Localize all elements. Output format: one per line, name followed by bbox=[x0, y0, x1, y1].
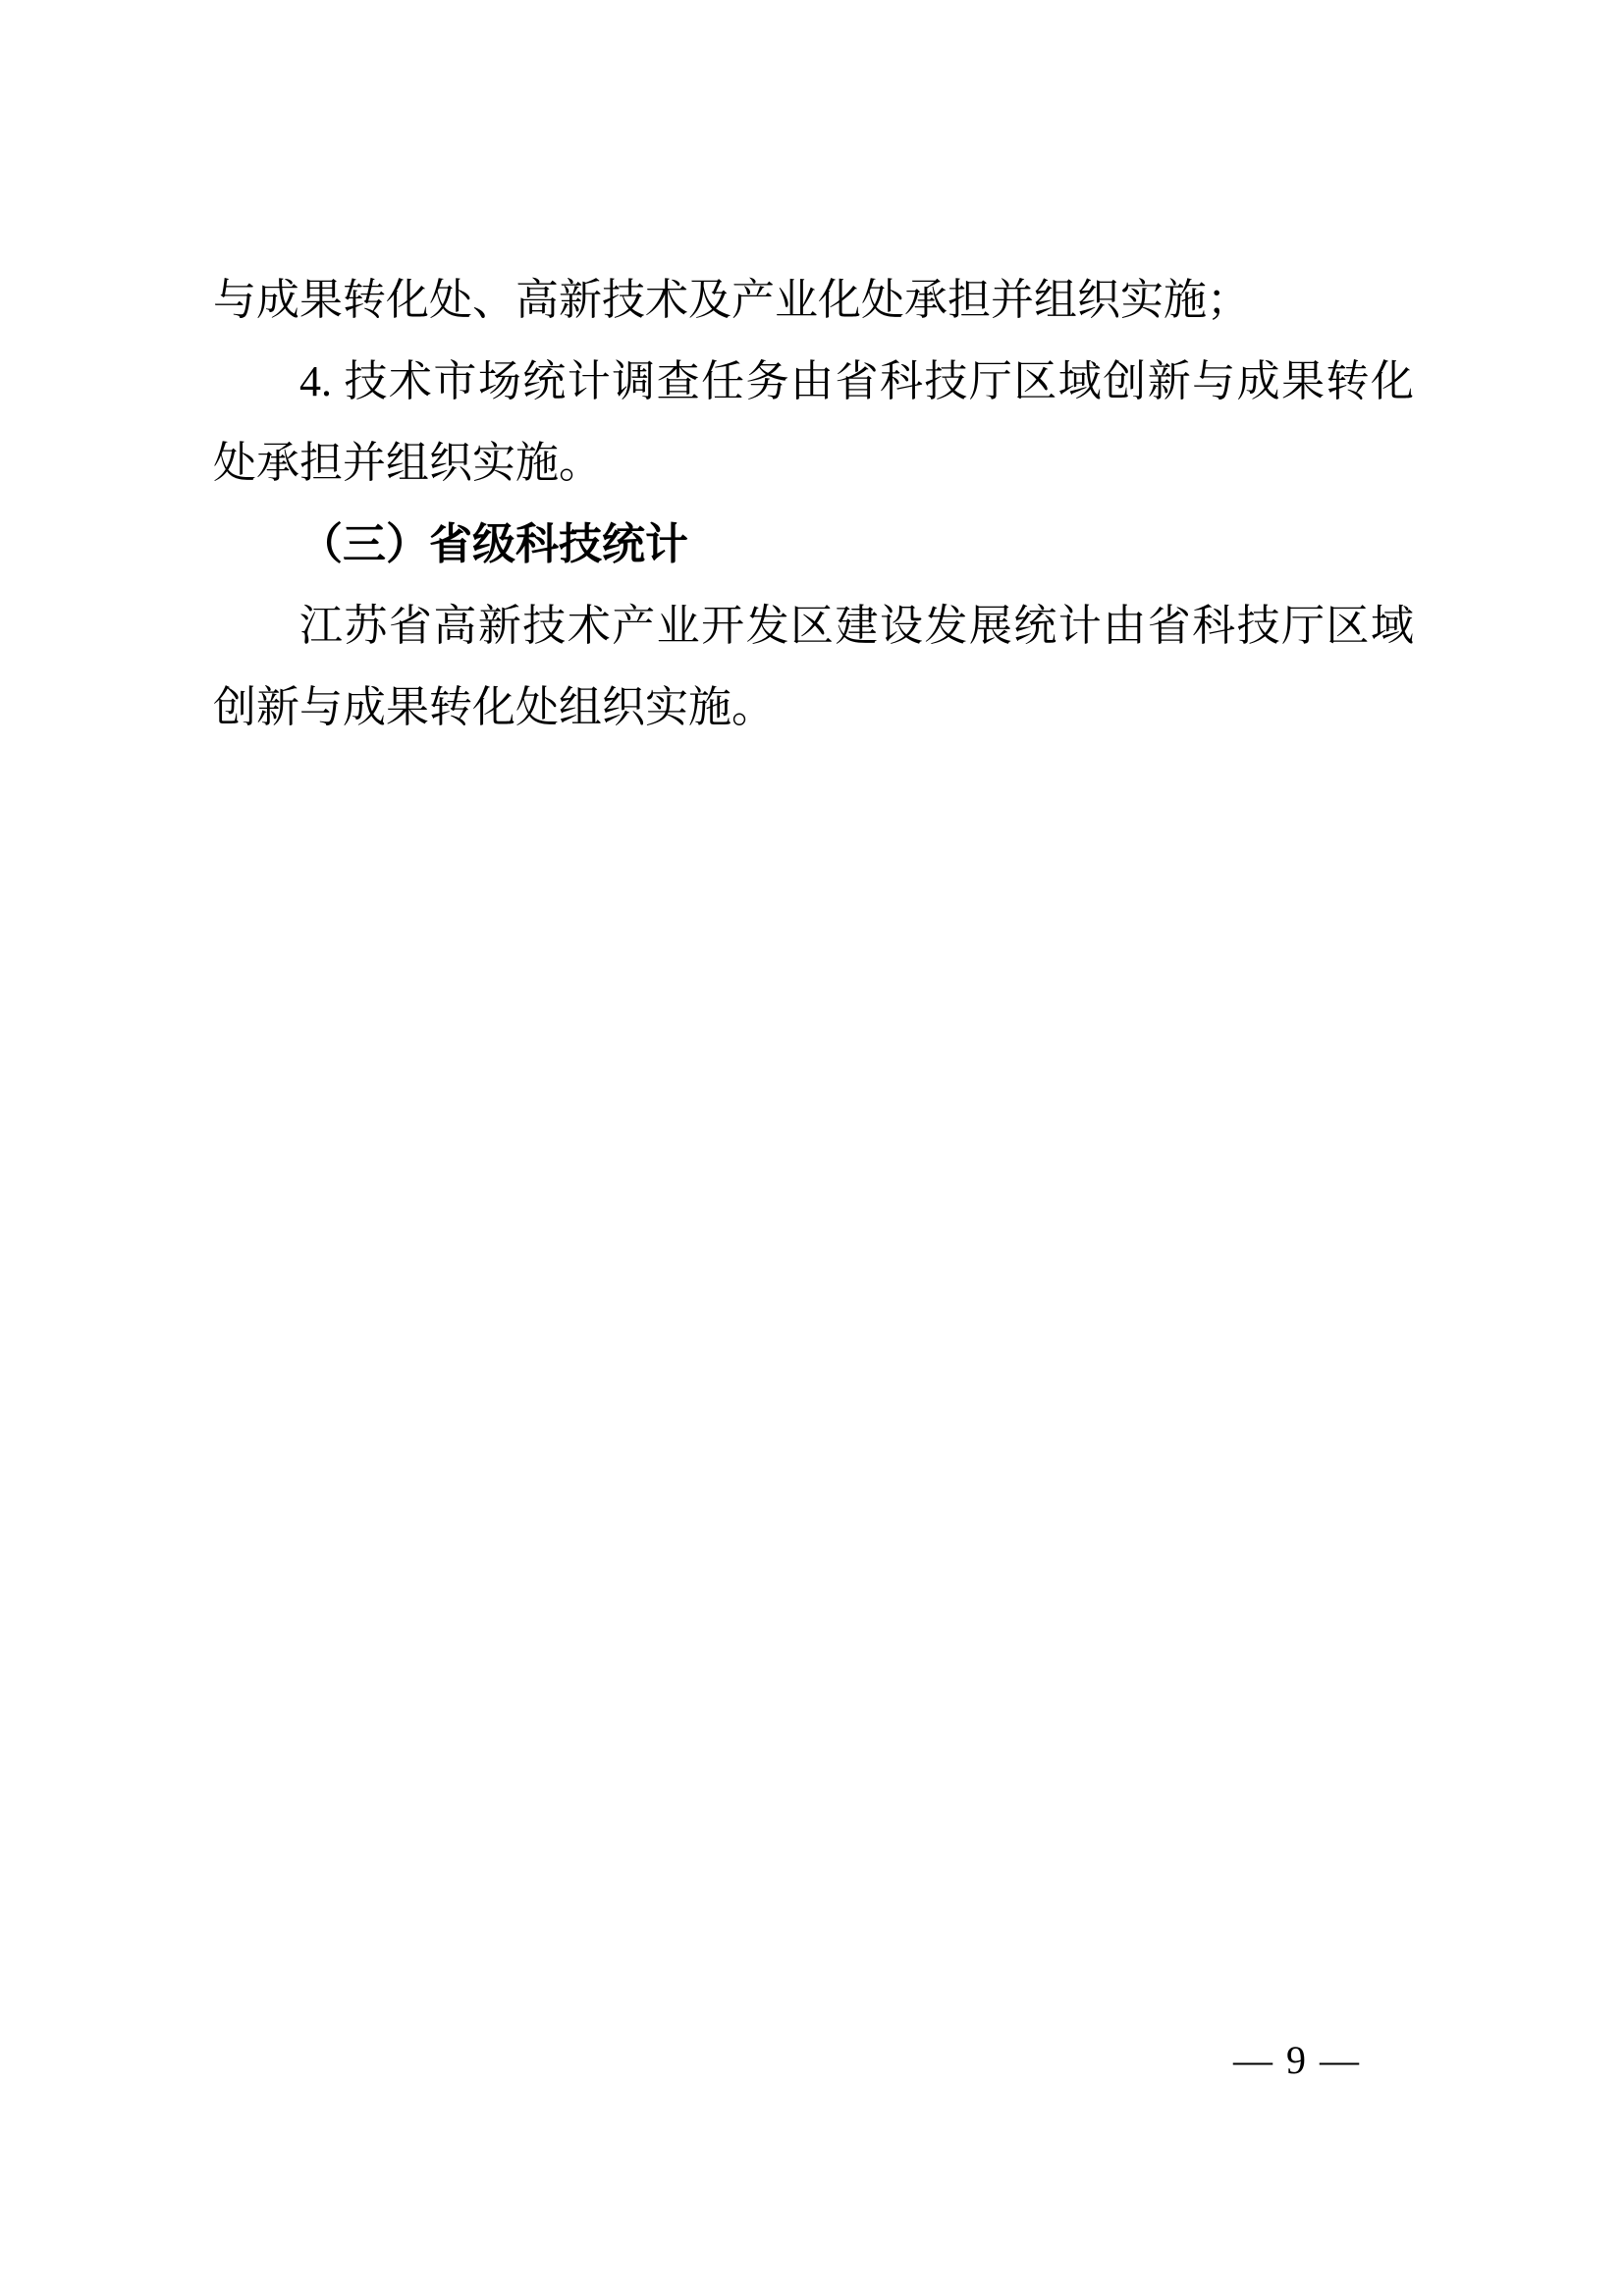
paragraph-continuation-item3: 与成果转化处、高新技术及产业化处承担并组织实施； bbox=[213, 276, 1250, 324]
section-heading-provincial-statistics: （三）省级科技统计 bbox=[299, 520, 688, 568]
page-number: — 9 — bbox=[1233, 2038, 1361, 2082]
paragraph-provincial-line1: 江苏省高新技术产业开发区建设发展统计由省科技厅区域 bbox=[299, 602, 1414, 650]
document-body bbox=[213, 259, 1414, 748]
list-item-4-line1: 4. 技术市场统计调查任务由省科技厅区域创新与成果转化 bbox=[299, 357, 1414, 405]
list-item-4-line2: 处承担并组织实施。 bbox=[213, 439, 602, 487]
paragraph-provincial-line2: 创新与成果转化处组织实施。 bbox=[213, 683, 775, 731]
